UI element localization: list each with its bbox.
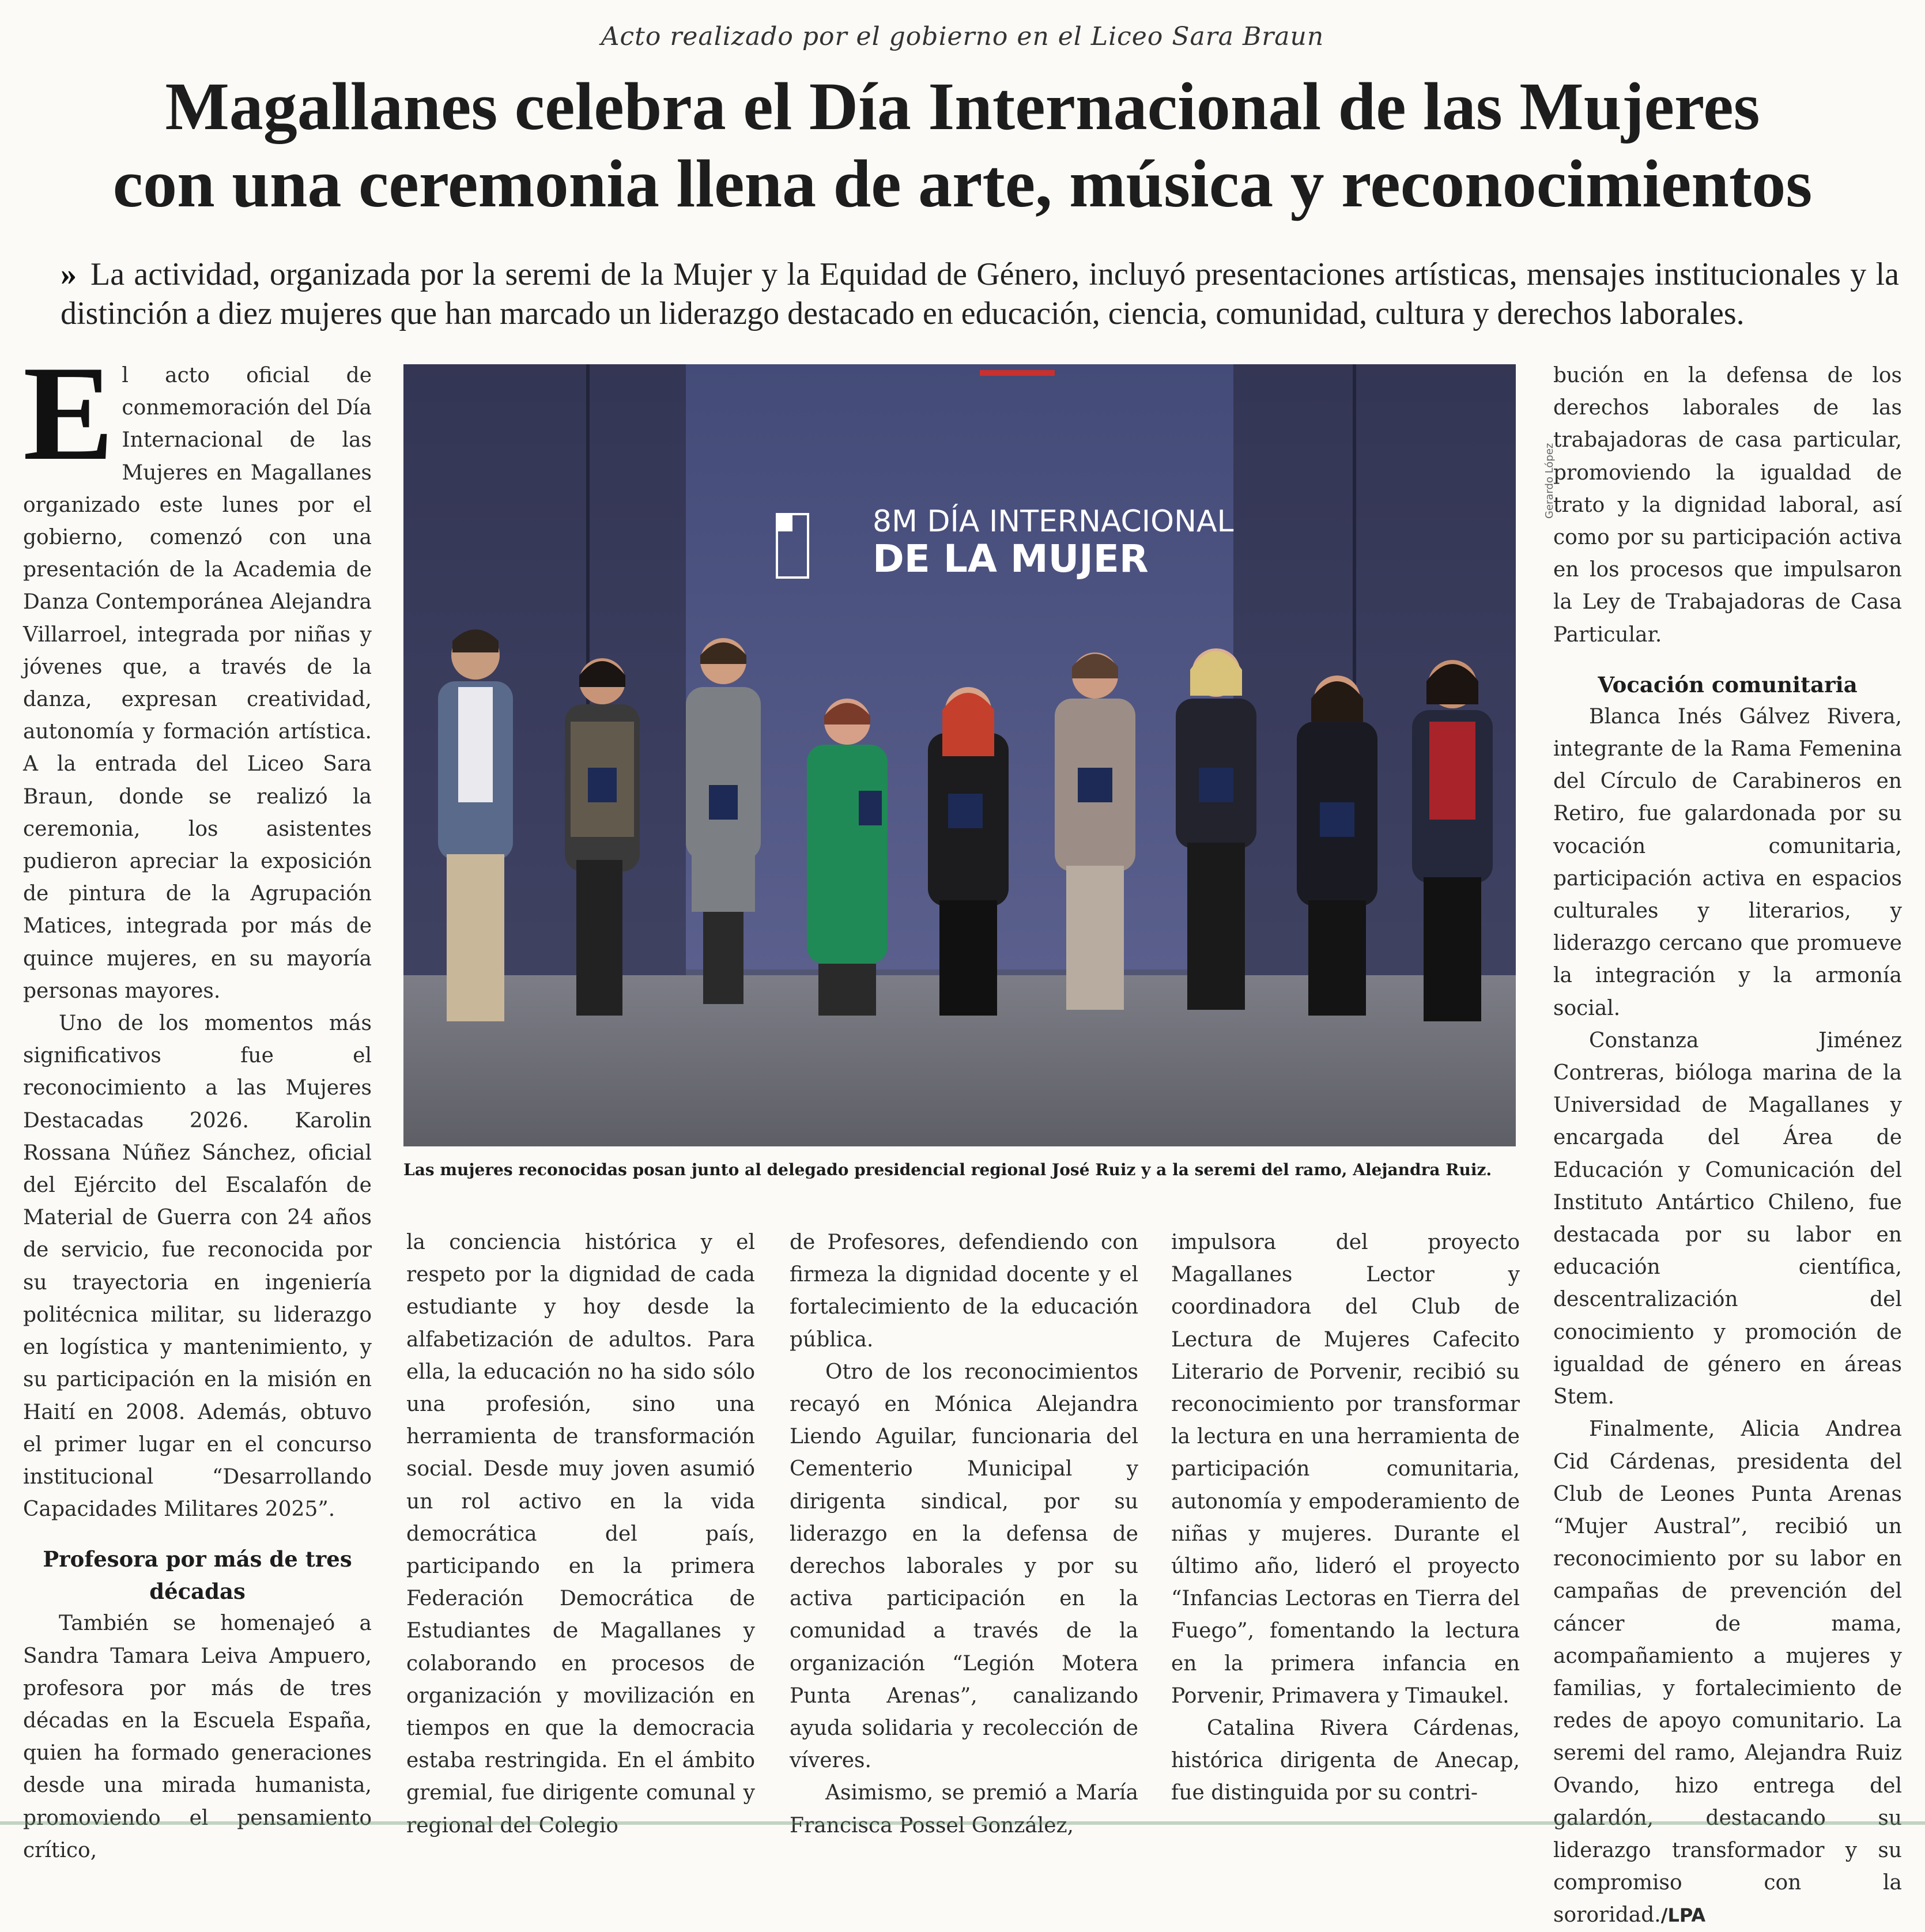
lead-paragraph — [61, 255, 1899, 333]
dropcap: E — [23, 338, 114, 489]
paragraph-3c: de Profesores, defendiendo con firmeza la dignidad docente y el fortalecimiento de la educación pública. — [790, 1231, 1138, 1352]
person-8 — [1297, 676, 1377, 1016]
headline-line-1: Magallanes celebra el Día Internacional de las Mujeres — [165, 69, 1760, 144]
column-3 — [790, 1227, 1138, 1842]
ceremony-photo-image — [403, 364, 1516, 1146]
column-2 — [406, 1227, 755, 1842]
column-5 — [1553, 360, 1902, 1932]
person-6 — [1055, 652, 1135, 1010]
kicker: Acto realizado por el gobierno en el Liceo Sara Braun — [601, 22, 1324, 51]
paragraph-9-text: Finalmente, Alicia Andrea Cid Cárdenas, presidenta del Club de Leones Punta Arenas “Mujer Austral”, recibió un reconocimiento por su labor en campañas de prevención del cáncer de mama, acompañamiento a mujeres y familias, y fortalecimiento de redes de apoyo comunitario. La seremi del ramo, Alejandra Ruiz Ovando, hizo entrega del galardón, destacando su liderazgo transformador y su compromiso con la sororidad. — [1553, 1417, 1902, 1927]
column-4 — [1171, 1227, 1520, 1810]
subheading-profesora: Profesora por más de tres décadas — [43, 1546, 352, 1605]
chevron-marker-icon: » — [61, 256, 77, 292]
paragraph-6a: Catalina Rivera Cárdenas, histórica dirigenta de Anecap, fue distinguida por su contri- — [1171, 1716, 1520, 1805]
photo-caption: Las mujeres reconocidas posan junto al delegado presidencial regional José Ruiz y a la seremi del ramo, Alejandra Ruiz. — [403, 1160, 1492, 1179]
paragraph-4: Otro de los reconocimientos recayó en Mónica Alejandra Liendo Aguilar, funcionaria del Cementerio Municipal y dirigenta sindical, por su liderazgo en la defensa de derechos laborales y por su activa participación en la comunidad a través de la organización “Legión Motera Punta Arenas”, canalizando ayuda solidaria y recolección de víveres. — [790, 1360, 1138, 1773]
subheading-vocacion: Vocación comunitaria — [1598, 671, 1858, 697]
person-5 — [928, 687, 1009, 1016]
headline — [52, 68, 1873, 222]
paragraph-5b: impulsora del proyecto Magallanes Lector y coordinadora del Club de Lectura de Mujeres Cafecito Literario de Porvenir, recibió su reconocimiento por transformar la lectura en una herramienta de participación comunitaria, autonomía y empoderamiento de niñas y mujeres. Durante el último año, lideró el proyecto “Infancias Lectoras en Tierra del Fuego”, fomentando la lectura en la primera infancia en Porvenir, Primavera y Timaukel. — [1171, 1231, 1520, 1708]
person-7 — [1176, 648, 1256, 1010]
backdrop-title-line-2: DE LA MUJER — [873, 537, 1149, 581]
bottom-rule — [0, 1821, 1925, 1825]
paragraph-7: Blanca Inés Gálvez Rivera, integrante de la Rama Femenina del Círculo de Carabineros en Retiro, fue galardonada por su vocación comunitaria, participación activa en espacios culturales y literarios, y liderazgo cercano que promueve la integración y la armonía social. — [1553, 704, 1902, 1020]
author-signature: /LPA — [1660, 1904, 1706, 1927]
column-1 — [23, 338, 372, 1867]
paragraph-6b: bución en la defensa de los derechos laborales de las trabajadoras de casa particular, promoviendo la igualdad de trato y la dignidad laboral, así como por su participación activa en los procesos que impulsaron la Ley de Trabajadoras de Casa Particular. — [1553, 364, 1902, 647]
person-1 — [438, 629, 513, 1021]
honorees-group — [438, 629, 1493, 1021]
paragraph-9 — [1553, 1413, 1902, 1931]
paragraph-3a: También se homenajeó a Sandra Tamara Leiva Ampuero, profesora por más de tres décadas en la Escuela España, quien ha formado generaciones desde una mirada humanista, promoviendo el pensamiento crítico, — [23, 1612, 372, 1862]
person-9 — [1412, 660, 1493, 1021]
person-4 — [807, 699, 888, 1016]
headline-line-2: con una ceremonia llena de arte, música y reconocimientos — [112, 146, 1813, 221]
lead-text: La actividad, organizada por la seremi de la Mujer y la Equidad de Género, incluyó presentaciones artísticas, mensajes institucionales y la distinción a diez mujeres que han marcado un liderazgo destacado en educación, ciencia, comunidad, cultura y derechos laborales. — [61, 256, 1899, 331]
paragraph-3b: la conciencia histórica y el respeto por la dignidad de cada estudiante y hoy desde la alfabetización de adultos. Para ella, la educación no ha sido sólo una profesión, sino una herramienta de transformación social. Desde muy joven asumió un rol activo en la vida democrática del país, participando en la primera Federación Democrática de Estudiantes de Magallanes y colaborando en procesos de organización y movilización en tiempos en que la democracia estaba restringida. En el ámbito gremial, fue dirigente comunal y regional del Colegio — [406, 1231, 755, 1837]
paragraph-1: l acto oficial de conmemoración del Día Internacional de las Mujeres en Magallanes organizado este lunes por el gobierno, comenzó con una presentación de la Academia de Danza Contemporánea Alejandra Villarroel, integrada por niñas y jóvenes que, a través de la danza, expresan creatividad, autonomía y formación artística. A la entrada del Liceo Sara Braun, donde se realizó la ceremonia, los asistentes pudieron apreciar la exposición de pintura de la Agrupación Matices, integrada por más de quince mujeres, en su mayoría personas mayores. — [23, 364, 372, 1003]
paragraph-5a: Asimismo, se premió a María Francisca Possel González, — [790, 1781, 1138, 1837]
photo-credit: Gerardo López — [1543, 443, 1556, 519]
backdrop-title-line-1: 8M DÍA INTERNACIONAL — [873, 504, 1234, 539]
paragraph-8: Constanza Jiménez Contreras, bióloga marina de la Universidad de Magallanes y encargada del Área de Educación y Comunicación del Instituto Antártico Chileno, fue destacada por su labor en educación científica, descentralización del conocimiento y promoción de igualdad de género en áreas Stem. — [1553, 1028, 1902, 1409]
ceremony-photo — [403, 364, 1516, 1146]
paragraph-2: Uno de los momentos más significativos fue el reconocimiento a las Mujeres Destacadas 2026. Karolin Rossana Núñez Sánchez, oficial del Ejército del Escalafón de Material de Guerra con 24 años de servicio, fue reconocida por su trayectoria en ingeniería politécnica militar, su liderazgo en logística y mantenimiento, y su participación en la misión en Haití en 2008. Además, obtuvo el primer lugar en el concurso institucional “Desarrollando Capacidades Militares 2025”. — [23, 1012, 372, 1522]
